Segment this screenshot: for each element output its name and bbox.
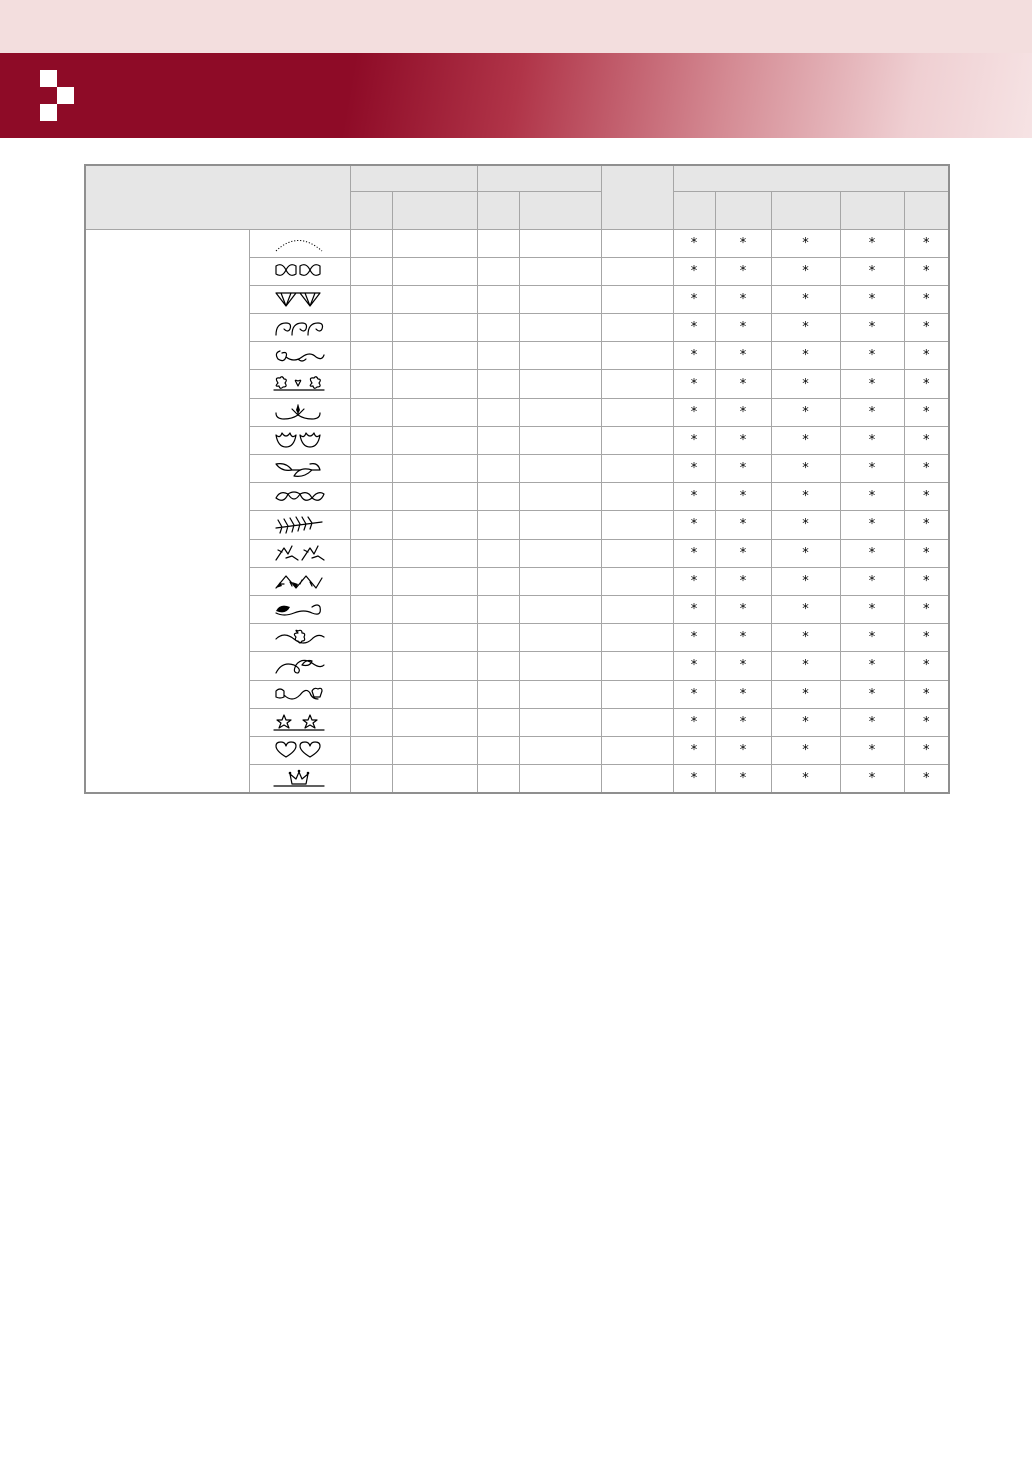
leaf-loop-icon — [249, 652, 350, 680]
mark-cell: * — [840, 257, 904, 285]
mark-cell: * — [673, 765, 715, 793]
mark-cell: * — [771, 624, 840, 652]
empty-cell — [601, 257, 673, 285]
mark-cell: * — [840, 370, 904, 398]
mark-cell: * — [840, 342, 904, 370]
mark-cell: * — [904, 314, 949, 342]
empty-cell — [477, 229, 519, 257]
empty-cell — [350, 342, 392, 370]
mark-cell: * — [715, 285, 771, 313]
empty-cell — [519, 314, 601, 342]
stitch-table — [84, 164, 950, 794]
mark-cell: * — [904, 539, 949, 567]
mark-cell: * — [840, 511, 904, 539]
mark-cell: * — [904, 398, 949, 426]
empty-cell — [601, 624, 673, 652]
mark-cell: * — [840, 314, 904, 342]
center-flourish-icon — [249, 398, 350, 426]
empty-cell — [519, 539, 601, 567]
header-cell-group-1 — [350, 165, 477, 191]
empty-cell — [601, 285, 673, 313]
empty-cell — [601, 426, 673, 454]
header-cell-single — [601, 165, 673, 229]
mark-cell: * — [715, 398, 771, 426]
empty-cell — [601, 229, 673, 257]
mark-cell: * — [904, 511, 949, 539]
empty-cell — [392, 483, 477, 511]
mark-cell: * — [715, 680, 771, 708]
subheader-cell — [392, 191, 477, 229]
mark-cell: * — [673, 736, 715, 764]
empty-cell — [519, 595, 601, 623]
dotted-arc-icon — [249, 229, 350, 257]
mark-cell: * — [840, 680, 904, 708]
mark-cell: * — [771, 483, 840, 511]
empty-cell — [477, 455, 519, 483]
mark-cell: * — [673, 539, 715, 567]
empty-cell — [392, 652, 477, 680]
mark-cell: * — [771, 314, 840, 342]
empty-cell — [392, 624, 477, 652]
mark-cell: * — [673, 595, 715, 623]
empty-cell — [601, 652, 673, 680]
mark-cell: * — [904, 229, 949, 257]
empty-cell — [601, 680, 673, 708]
empty-cell — [350, 765, 392, 793]
star-pair-icon — [249, 708, 350, 736]
empty-cell — [519, 398, 601, 426]
scroll-curl-icon — [249, 342, 350, 370]
mark-cell: * — [904, 426, 949, 454]
empty-cell — [601, 398, 673, 426]
empty-cell — [601, 342, 673, 370]
empty-cell — [519, 708, 601, 736]
mark-cell: * — [715, 539, 771, 567]
mark-cell: * — [840, 624, 904, 652]
empty-cell — [392, 539, 477, 567]
empty-cell — [350, 595, 392, 623]
mark-cell: * — [673, 229, 715, 257]
mark-cell: * — [673, 483, 715, 511]
mark-cell: * — [673, 567, 715, 595]
mark-cell: * — [771, 708, 840, 736]
mark-cell: * — [840, 285, 904, 313]
header-cell-stitch — [85, 165, 350, 229]
mark-cell: * — [771, 455, 840, 483]
checker-squares-icon — [40, 70, 76, 122]
fern-icon — [249, 511, 350, 539]
empty-cell — [477, 483, 519, 511]
mark-cell: * — [771, 595, 840, 623]
mark-cell: * — [715, 624, 771, 652]
empty-cell — [350, 736, 392, 764]
mark-cell: * — [715, 511, 771, 539]
empty-cell — [601, 483, 673, 511]
subheader-cell — [350, 191, 392, 229]
empty-cell — [601, 567, 673, 595]
mark-cell: * — [771, 680, 840, 708]
header-cell-group-2 — [477, 165, 601, 191]
empty-cell — [477, 539, 519, 567]
empty-cell — [392, 257, 477, 285]
mark-cell: * — [673, 511, 715, 539]
mark-cell: * — [771, 285, 840, 313]
empty-cell — [350, 229, 392, 257]
mark-cell: * — [715, 708, 771, 736]
empty-cell — [519, 370, 601, 398]
empty-cell — [477, 511, 519, 539]
mark-cell: * — [904, 736, 949, 764]
mark-cell: * — [840, 483, 904, 511]
empty-cell — [477, 314, 519, 342]
category-cell — [85, 229, 249, 793]
mark-cell: * — [771, 426, 840, 454]
empty-cell — [477, 652, 519, 680]
subheader-cell — [519, 191, 601, 229]
empty-cell — [392, 567, 477, 595]
empty-cell — [350, 624, 392, 652]
empty-cell — [477, 624, 519, 652]
empty-cell — [477, 426, 519, 454]
mark-cell: * — [673, 257, 715, 285]
empty-cell — [350, 398, 392, 426]
crown-icon — [249, 765, 350, 793]
mark-cell: * — [904, 595, 949, 623]
mark-cell: * — [771, 765, 840, 793]
empty-cell — [519, 567, 601, 595]
empty-cell — [392, 680, 477, 708]
empty-cell — [392, 736, 477, 764]
empty-cell — [392, 229, 477, 257]
flower-vine-icon — [249, 624, 350, 652]
empty-cell — [519, 285, 601, 313]
fan-shell-icon — [249, 285, 350, 313]
empty-cell — [350, 257, 392, 285]
mark-cell: * — [904, 285, 949, 313]
mark-cell: * — [771, 511, 840, 539]
empty-cell — [392, 314, 477, 342]
empty-cell — [350, 483, 392, 511]
empty-cell — [601, 708, 673, 736]
wave-swirl-icon — [249, 314, 350, 342]
butterfly-icon — [249, 257, 350, 285]
empty-cell — [519, 455, 601, 483]
subheader-cell — [715, 191, 771, 229]
empty-cell — [350, 680, 392, 708]
mark-cell: * — [673, 680, 715, 708]
empty-cell — [350, 539, 392, 567]
mark-cell: * — [771, 342, 840, 370]
mark-cell: * — [771, 539, 840, 567]
mark-cell: * — [840, 736, 904, 764]
mark-cell: * — [904, 455, 949, 483]
mark-cell: * — [673, 314, 715, 342]
table-header-row — [85, 165, 949, 191]
empty-cell — [350, 370, 392, 398]
empty-cell — [392, 708, 477, 736]
empty-cell — [392, 455, 477, 483]
empty-cell — [477, 736, 519, 764]
subheader-cell — [673, 191, 715, 229]
empty-cell — [519, 257, 601, 285]
empty-cell — [477, 708, 519, 736]
empty-cell — [477, 398, 519, 426]
mark-cell: * — [673, 285, 715, 313]
mark-cell: * — [904, 483, 949, 511]
heart-pair-icon — [249, 736, 350, 764]
empty-cell — [601, 765, 673, 793]
empty-cell — [519, 680, 601, 708]
leaf-oval-icon — [249, 483, 350, 511]
mark-cell: * — [715, 455, 771, 483]
mark-cell: * — [715, 229, 771, 257]
empty-cell — [392, 342, 477, 370]
empty-cell — [350, 455, 392, 483]
mark-cell: * — [904, 257, 949, 285]
mark-cell: * — [673, 455, 715, 483]
tulip-cup-icon — [249, 426, 350, 454]
mark-cell: * — [771, 398, 840, 426]
mark-cell: * — [715, 426, 771, 454]
empty-cell — [477, 680, 519, 708]
mark-cell: * — [840, 567, 904, 595]
empty-cell — [601, 511, 673, 539]
mark-cell: * — [715, 736, 771, 764]
empty-cell — [477, 567, 519, 595]
empty-cell — [601, 314, 673, 342]
empty-cell — [392, 370, 477, 398]
empty-cell — [350, 652, 392, 680]
tulip-loop-icon — [249, 680, 350, 708]
leaf-pair-icon — [249, 455, 350, 483]
empty-cell — [519, 229, 601, 257]
mark-cell: * — [840, 229, 904, 257]
mark-cell: * — [904, 652, 949, 680]
mark-cell: * — [673, 708, 715, 736]
leaf-vine-icon — [249, 595, 350, 623]
mark-cell: * — [904, 370, 949, 398]
mark-cell: * — [904, 765, 949, 793]
empty-cell — [519, 736, 601, 764]
mark-cell: * — [715, 257, 771, 285]
empty-cell — [477, 342, 519, 370]
subheader-cell — [477, 191, 519, 229]
empty-cell — [519, 652, 601, 680]
mark-cell: * — [673, 652, 715, 680]
mark-cell: * — [715, 652, 771, 680]
empty-cell — [477, 370, 519, 398]
mark-cell: * — [673, 624, 715, 652]
header-cell-group-3 — [673, 165, 949, 191]
mark-cell: * — [904, 680, 949, 708]
empty-cell — [601, 370, 673, 398]
empty-cell — [392, 398, 477, 426]
mark-cell: * — [840, 765, 904, 793]
mark-cell: * — [840, 539, 904, 567]
mark-cell: * — [904, 342, 949, 370]
mark-cell: * — [771, 257, 840, 285]
empty-cell — [392, 285, 477, 313]
mark-cell: * — [715, 370, 771, 398]
table-row — [85, 229, 949, 257]
mark-cell: * — [715, 595, 771, 623]
empty-cell — [601, 595, 673, 623]
empty-cell — [601, 736, 673, 764]
arrow-zigzag-icon — [249, 567, 350, 595]
mark-cell: * — [840, 426, 904, 454]
mark-cell: * — [673, 342, 715, 370]
mark-cell: * — [771, 370, 840, 398]
subheader-cell — [904, 191, 949, 229]
empty-cell — [392, 426, 477, 454]
mark-cell: * — [840, 455, 904, 483]
subheader-cell — [840, 191, 904, 229]
subheader-cell — [771, 191, 840, 229]
empty-cell — [601, 455, 673, 483]
mark-cell: * — [673, 398, 715, 426]
empty-cell — [350, 314, 392, 342]
empty-cell — [519, 511, 601, 539]
mark-cell: * — [673, 426, 715, 454]
empty-cell — [392, 595, 477, 623]
mark-cell: * — [673, 370, 715, 398]
empty-cell — [350, 426, 392, 454]
empty-cell — [477, 765, 519, 793]
empty-cell — [350, 511, 392, 539]
mark-cell: * — [715, 765, 771, 793]
mark-cell: * — [904, 624, 949, 652]
empty-cell — [519, 765, 601, 793]
empty-cell — [519, 483, 601, 511]
mark-cell: * — [840, 708, 904, 736]
empty-cell — [477, 595, 519, 623]
mark-cell: * — [715, 342, 771, 370]
mark-cell: * — [771, 736, 840, 764]
empty-cell — [477, 285, 519, 313]
clover-heart-icon — [249, 370, 350, 398]
empty-cell — [601, 539, 673, 567]
empty-cell — [519, 624, 601, 652]
mark-cell: * — [904, 708, 949, 736]
empty-cell — [350, 708, 392, 736]
mark-cell: * — [840, 398, 904, 426]
mark-cell: * — [715, 314, 771, 342]
mark-cell: * — [715, 567, 771, 595]
empty-cell — [392, 765, 477, 793]
top-band — [0, 0, 1032, 53]
page-header-banner — [0, 53, 1032, 138]
mark-cell: * — [715, 483, 771, 511]
mark-cell: * — [904, 567, 949, 595]
mark-cell: * — [771, 229, 840, 257]
empty-cell — [477, 257, 519, 285]
empty-cell — [350, 567, 392, 595]
mark-cell: * — [840, 652, 904, 680]
empty-cell — [519, 342, 601, 370]
empty-cell — [350, 285, 392, 313]
empty-cell — [519, 426, 601, 454]
mark-cell: * — [840, 595, 904, 623]
mark-cell: * — [771, 652, 840, 680]
spiky-plant-icon — [249, 539, 350, 567]
empty-cell — [392, 511, 477, 539]
mark-cell: * — [771, 567, 840, 595]
